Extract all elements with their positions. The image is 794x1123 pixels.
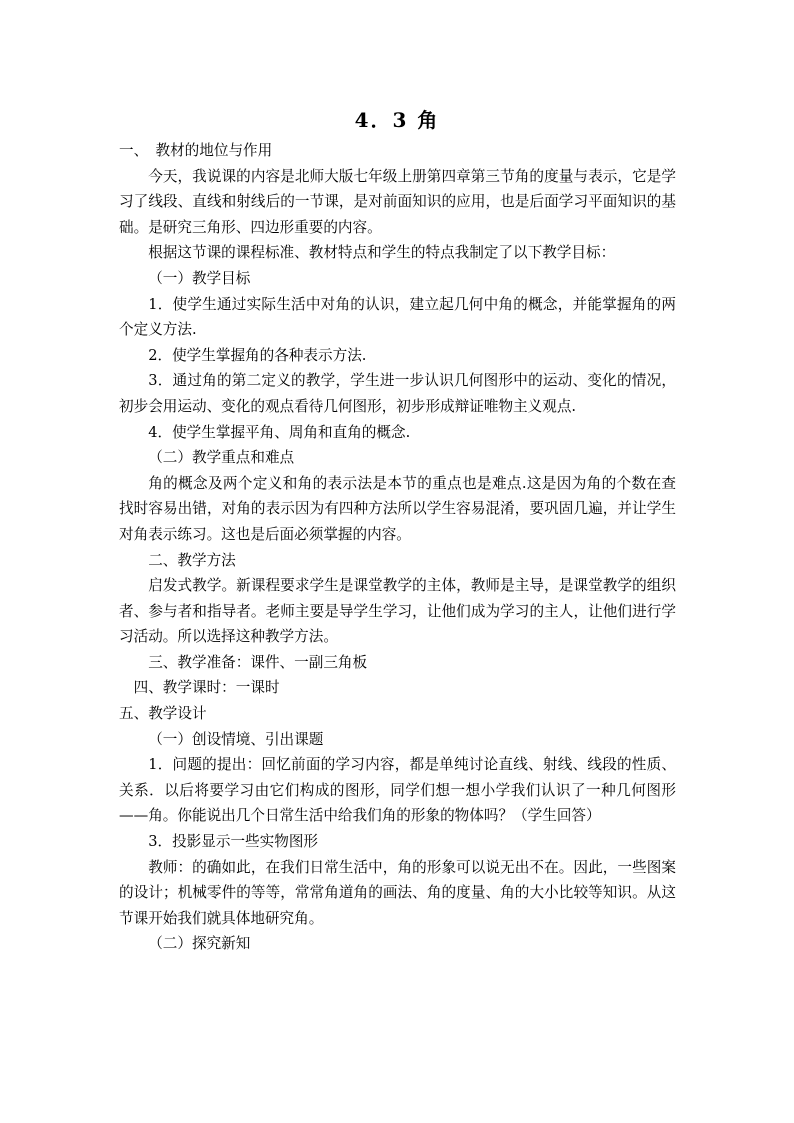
list-item: 1．问题的提出：回忆前面的学习内容，都是单纯讨论直线、射线、线段的性质、关系．以后将要学习由它们构成的图形，同学们想一想小学我们认识了一种几何图形——角。你能说出几个日常生活中给我们角的形象的物体吗？（学生回答） [119,756,676,825]
section-heading: 二、教学方法 [148,551,236,569]
paragraph: 今天，我说课的内容是北师大版七年级上册第四章第三节角的度量与表示，它是学习了线段、直线和射线后的一节课，是对前面知识的应用，也是后面学习平面知识的基础。是研究三角形、四边形重要的内容。 [119,167,676,236]
section-heading: 五、教学设计 [119,705,207,723]
list-item: 4．使学生掌握平角、周角和直角的概念. [148,423,411,441]
list-item: 3．通过角的第二定义的教学，学生进一步认识几何图形中的运动、变化的情况，初步会用运动、变化的观点看待几何图形，初步形成辩证唯物主义观点. [119,372,676,415]
document-title: 4．3 角 [354,108,440,132]
list-item: 2．使学生掌握角的各种表示方法. [148,346,367,364]
paragraph: 根据这节课的课程标准、教材特点和学生的特点我制定了以下教学目标： [148,244,616,262]
document-body [119,138,676,957]
section-heading: 四、教学课时：一课时 [133,679,280,697]
subsection-heading: （一）教学目标 [148,269,251,287]
paragraph: 启发式教学。新课程要求学生是课堂教学的主体，教师是主导，是课堂教学的组织者、参与者和指导者。老师主要是导学生学习，让他们成为学习的主人，让他们进行学习活动。所以选择这种教学方法。 [119,577,676,646]
subsection-heading: （一）创设情境、引出课题 [148,730,324,748]
paragraph: 教师：的确如此，在我们日常生活中，角的形象可以说无出不在。因此，一些图案的设计；机械零件的等等，常常角道角的画法、角的度量、角的大小比较等知识。从这节课开始我们就具体地研究角。 [119,858,676,927]
subsection-heading: （二）探究新知 [148,935,251,953]
list-item: 1．使学生通过实际生活中对角的认识，建立起几何中角的概念，并能掌握角的两个定义方法. [119,295,676,339]
list-item: 3．投影显示一些实物图形 [148,833,319,851]
section-heading: 一、 教材的地位与作用 [119,142,273,159]
section-heading: 三、教学准备：课件、一副三角板 [148,653,368,671]
paragraph: 角的概念及两个定义和角的表示法是本节的重点也是难点.这是因为角的个数在查找时容易出错，对角的表示因为有四种方法所以学生容易混淆，要巩固几遍，并让学生对角表示练习。这也是后面必须掌握的内容。 [119,474,676,543]
subsection-heading: （二）教学重点和难点 [148,449,295,467]
